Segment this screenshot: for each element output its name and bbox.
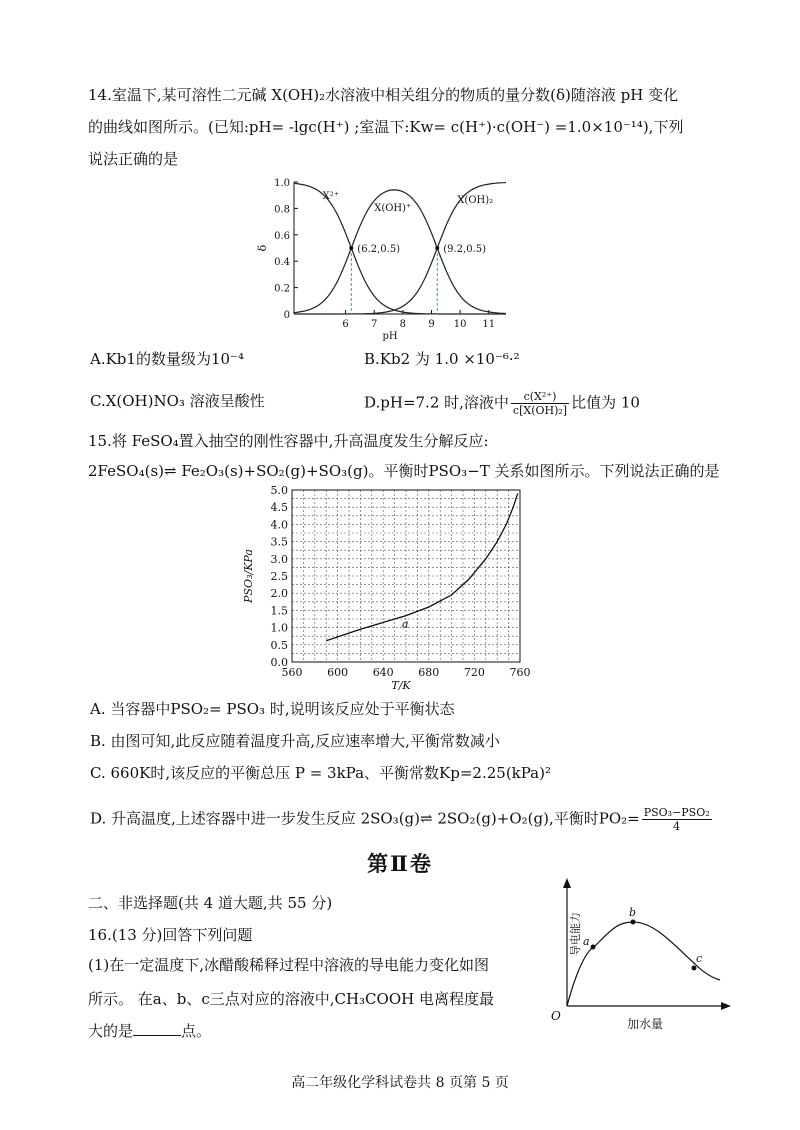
x-tick-label: 600 [327, 666, 349, 679]
q16-line3 [88, 1020, 211, 1042]
y-tick-label: 2.5 [270, 570, 288, 583]
origin-label: O [551, 1009, 561, 1023]
x-tick-label: 11 [482, 319, 496, 330]
x-tick-label: 680 [418, 666, 440, 679]
y-axis-label: PSO₃/KPa [242, 549, 255, 603]
series-label: X(OH)⁺ [374, 203, 412, 215]
section-title: 第Ⅱ卷 [367, 851, 433, 876]
q14-option-a: A.Kb1的数量级为10⁻⁴ [90, 350, 244, 368]
curve-point-b [631, 920, 636, 925]
x-tick-label: 8 [399, 319, 407, 330]
x-tick-label: 640 [372, 666, 394, 679]
annotation-label: (9.2,0.5) [443, 244, 487, 255]
x-tick-label: 560 [281, 666, 303, 679]
y-tick-label: 4.0 [270, 518, 288, 532]
y-tick-label: 0.4 [274, 257, 290, 269]
y-tick-label: 0.0 [270, 656, 288, 669]
fraction-denominator: c[X(OH)₂] [512, 404, 568, 417]
page-footer: 高二年级化学科试卷共 8 页第 5 页 [291, 1075, 509, 1091]
x-tick-label: 6 [342, 319, 349, 330]
q16-heading: 16.(13 分)回答下列问题 [88, 926, 253, 944]
q14-option-d [364, 390, 640, 417]
y-axis-label: δ [256, 244, 269, 252]
pressure-temperature-chart [234, 482, 534, 694]
answer-blank[interactable] [133, 1021, 181, 1036]
q15-option-a: A. 当容器中PSO₂= PSO₃ 时,说明该反应处于平衡状态 [90, 700, 455, 718]
part2-heading: 二、非选择题(共 4 道大题,共 55 分) [88, 894, 333, 912]
conductivity-chart [545, 876, 731, 1036]
x-tick-label: 720 [463, 666, 485, 679]
y-axis-label: 导电能力 [569, 912, 582, 956]
q15-option-d-fraction [642, 806, 712, 833]
q14-line2: 的曲线如图所示。(已知:pH= -lgc(H⁺) ;室温下:Kw= c(H⁺)·c(OH⁻) =1.0×10⁻¹⁴),下列 [88, 118, 684, 136]
x-axis-label: pH [382, 331, 398, 342]
y-tick-label: 1.0 [274, 178, 290, 189]
q14-option-c: C.X(OH)NO₃ 溶液呈酸性 [90, 392, 265, 410]
y-tick-label: 0.5 [270, 638, 288, 652]
fraction-pH-chart [256, 172, 516, 342]
q15-line2: 2FeSO₄(s)⇌ Fe₂O₃(s)+SO₂(g)+SO₃(g)。平衡时PSO₃−T 关系如图所示。下列说法正确的是 [88, 462, 720, 480]
y-tick-label: 2.0 [270, 587, 288, 601]
q14-line3: 说法正确的是 [88, 150, 179, 168]
series-label: X(OH)₂ [457, 195, 494, 207]
x-axis-label: 加水量 [626, 1017, 664, 1031]
y-tick-label: 5.0 [270, 484, 288, 497]
y-tick-label: 3.0 [270, 552, 288, 566]
q14-option-d-text: D.pH=7.2 时,溶液中 [364, 393, 509, 412]
y-tick-label: 0.6 [274, 230, 290, 242]
q14-line1: 14.室温下,某可溶性二元碱 X(OH)₂水溶液中相关组分的物质的量分数(δ)随溶液 pH 变化 [88, 86, 679, 104]
x-tick-label: 9 [428, 319, 435, 330]
q16-line3-end: 点。 [181, 1022, 212, 1040]
curve-point-label-b: b [629, 906, 637, 919]
fraction-numerator: PSO₃−PSO₂ [643, 806, 710, 819]
q15-line1: 15.将 FeSO₄置入抽空的刚性容器中,升高温度发生分解反应: [88, 432, 489, 450]
x-tick-label: 10 [453, 319, 467, 330]
y-axis-arrow [563, 878, 571, 888]
q14-option-d-fraction [511, 390, 569, 417]
y-tick-label: 1.5 [270, 604, 288, 618]
y-tick-label: 4.5 [270, 501, 288, 515]
curve-point-c [692, 966, 697, 971]
series-label: X²⁺ [322, 191, 340, 203]
fraction-denominator: 4 [673, 820, 681, 833]
curve-point-label-c: c [696, 952, 703, 965]
q16-line1: (1)在一定温度下,冰醋酸稀释过程中溶液的导电能力变化如图 [88, 956, 490, 974]
curve-point-a [591, 945, 596, 950]
intersection-point [349, 246, 353, 250]
q15-option-d-text: D. 升高温度,上述容器中进一步发生反应 2SO₃(g)⇌ 2SO₂(g)+O₂(g),平衡时PO₂= [90, 809, 640, 828]
pso3-curve [326, 493, 518, 640]
curve-point-label-a: a [583, 935, 590, 948]
q14-option-b: B.Kb2 为 1.0 ×10⁻⁶·² [364, 350, 520, 368]
x-tick-label: 760 [509, 666, 531, 679]
fraction-numerator: c(X²⁺) [511, 390, 569, 404]
y-tick-label: 0.8 [274, 204, 290, 216]
x-axis-arrow [721, 1002, 731, 1010]
q15-option-d [90, 806, 714, 833]
intersection-point [435, 246, 439, 250]
x-axis-label: T/K [391, 679, 411, 692]
y-tick-label: 1.0 [270, 621, 288, 635]
y-tick-label: 0 [283, 310, 290, 321]
q15-option-c: C. 660K时,该反应的平衡总压 P = 3kPa、平衡常数Kp=2.25(kPa)² [90, 764, 551, 782]
q14-option-d-tail: 比值为 10 [571, 393, 640, 412]
annotation-label: (6.2,0.5) [357, 244, 401, 255]
y-tick-label: 3.5 [270, 535, 288, 549]
point-a-label: a [402, 617, 409, 631]
y-tick-label: 0.2 [274, 283, 290, 295]
q15-option-b: B. 由图可知,此反应随着温度升高,反应速率增大,平衡常数减小 [90, 732, 500, 750]
q16-line2: 所示。 在a、b、c三点对应的溶液中,CH₃COOH 电离程度最 [88, 990, 494, 1008]
q16-line3-start: 大的是 [88, 1022, 134, 1040]
x-tick-label: 7 [371, 319, 378, 330]
